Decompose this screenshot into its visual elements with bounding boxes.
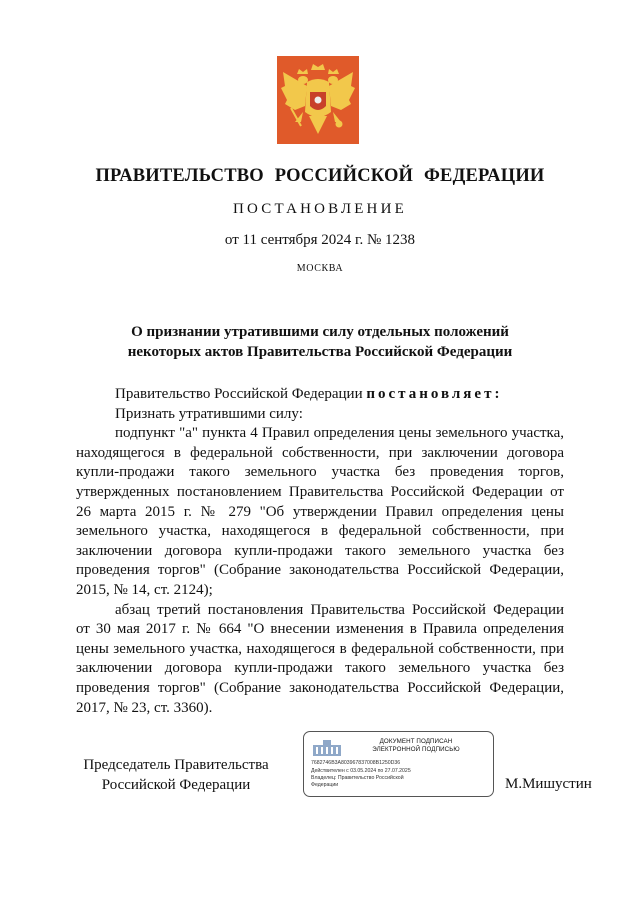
stamp-owner-line1: Владелец: Правительство Российской xyxy=(311,775,404,781)
signer-position-line2: Российской Федерации xyxy=(101,776,251,793)
document-title-line1: О признании утратившими силу отдельных положений xyxy=(131,324,509,340)
stamp-title xyxy=(346,738,486,754)
signer-position xyxy=(76,756,276,795)
paragraph-2: абзац третий постановления Правительства Российской Федерации от 30 мая 2017 г. № 664 "О внесении изменения в Правила определения цены земельного участка, находящегося в федеральной собственности, при заключении договора купли-продажи такого земельного участка без проведения торгов" (Собрание законодательства Российской Федерации, 2017, № 23, ст. 3360). xyxy=(76,601,564,716)
stamp-title-line2: ЭЛЕКТРОННОЙ ПОДПИСЬЮ xyxy=(372,745,460,753)
paragraph-1: подпункт "а" пункта 4 Правил определения цены земельного участка, находящегося в федеральной собственности, при заключении договора купли-продажи такого земельного участка без проведения торгов, утвержденных постановлением Правительства Российской Федерации от 26 марта 2015 г. № 279 "Об утверждении Правил определения цены земельного участка, находящегося в федеральной собственности, при заключении договора купли-продажи такого земельного участка без проведения торгов" (Собрание законодательства Российской Федерации, 2015, № 14, ст. 2124); xyxy=(76,425,564,598)
stamp-validity: Действителен с 03.05.2024 по 27.07.2025 xyxy=(311,768,411,774)
document-body xyxy=(76,385,564,718)
government-name: ПРАВИТЕЛЬСТВО РОССИЙСКОЙ ФЕДЕРАЦИИ xyxy=(95,166,545,186)
signer-position-line1: Председатель Правительства xyxy=(83,757,269,773)
stamp-serial: 7682746B3A803967837008B1250D36 xyxy=(311,760,401,766)
recognize-paragraph: Признать утратившими силу: xyxy=(115,405,303,422)
coat-of-arms-icon xyxy=(277,56,359,144)
document-title-line2: некоторых актов Правительства Российской Федерации xyxy=(127,344,513,360)
document-date-number: от 11 сентября 2024 г. № 1238 xyxy=(224,232,416,248)
stamp-title-line1: ДОКУМЕНТ ПОДПИСАН xyxy=(379,738,453,745)
stamp-owner-line2: Федерации xyxy=(311,782,339,788)
signer-name: М.Мишустин xyxy=(505,776,592,792)
electronic-signature-stamp xyxy=(303,731,494,797)
document-city: МОСКВА xyxy=(296,263,344,274)
intro-prefix: Правительство Российской Федерации xyxy=(115,386,367,402)
document-title xyxy=(60,322,580,362)
intro-paragraph xyxy=(76,385,564,405)
document-type: ПОСТАНОВЛЕНИЕ xyxy=(233,201,407,217)
government-building-icon xyxy=(311,738,343,758)
resolves-word: постановляет: xyxy=(366,386,503,402)
